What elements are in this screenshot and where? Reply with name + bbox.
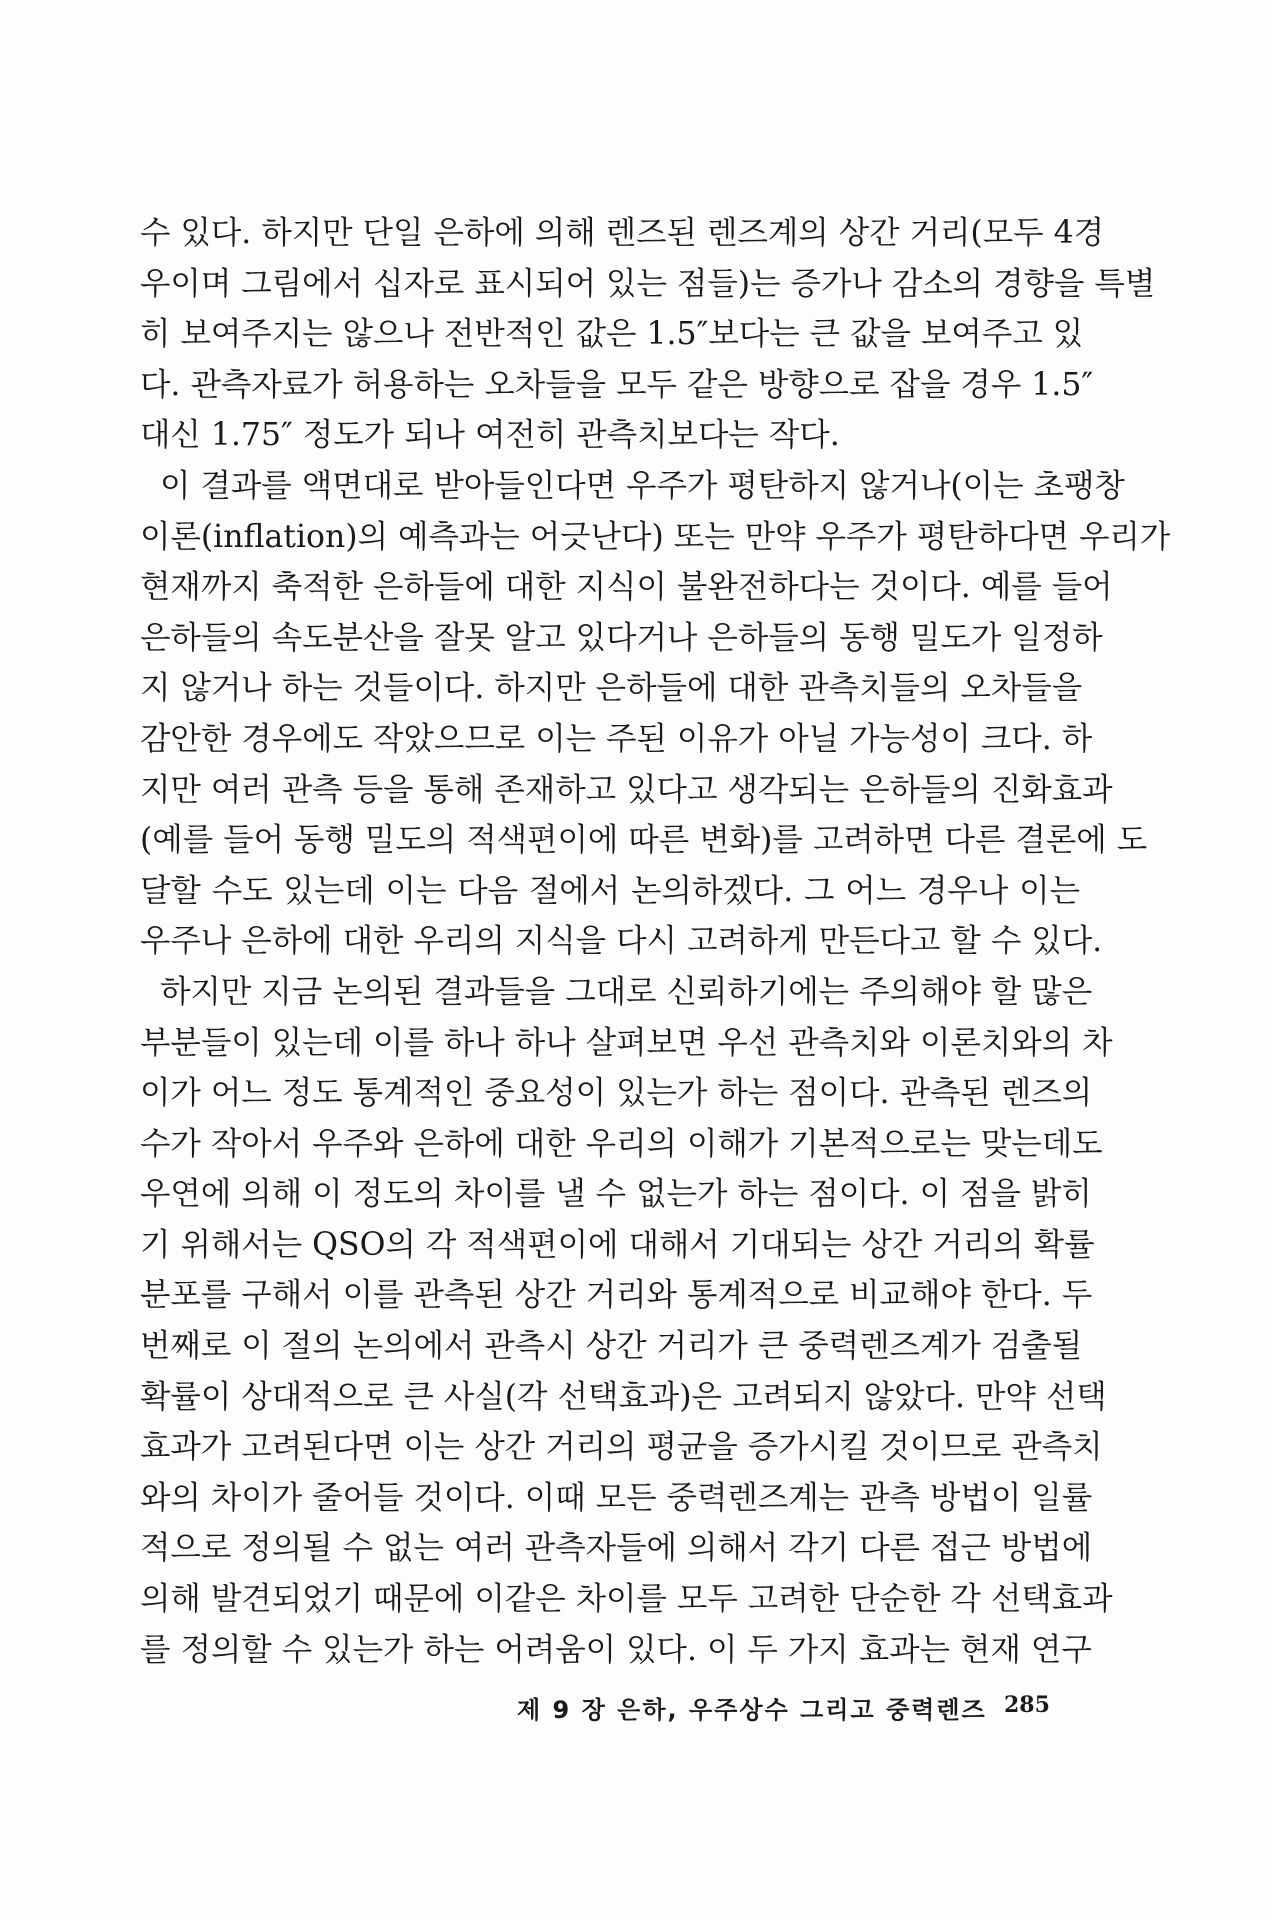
- text-line: 우주나 은하에 대한 우리의 지식을 다시 고려하게 만든다고 할 수 있다.: [140, 923, 1103, 960]
- body-text: [140, 208, 1171, 1675]
- text-line: 적으로 정의될 수 없는 여러 관측자들에 의해서 각기 다른 접근 방법에: [140, 1530, 1093, 1567]
- text-line: 수가 작아서 우주와 은하에 대한 우리의 이해가 기본적으로는 맞는데도: [140, 1125, 1103, 1162]
- text-line: 감안한 경우에도 작았으므로 이는 주된 이유가 아닐 가능성이 크다. 하: [140, 720, 1093, 757]
- text-line: 이 결과를 액면대로 받아들인다면 우주가 평탄하지 않거나(이는 초팽창: [160, 467, 1125, 504]
- page-number: 285: [1004, 1692, 1050, 1718]
- text-line: 우연에 의해 이 정도의 차이를 낼 수 없는가 하는 점이다. 이 점을 밝히: [140, 1176, 1092, 1213]
- text-line: 이론(inflation)의 예측과는 어긋난다) 또는 만약 우주가 평탄하다면 우리가: [140, 518, 1171, 555]
- text-line: 현재까지 축적한 은하들에 대한 지식이 불완전하다는 것이다. 예를 들어: [140, 569, 1113, 606]
- text-line: 은하들의 속도분산을 잘못 알고 있다거나 은하들의 동행 밀도가 일정하: [140, 619, 1103, 656]
- text-line: 대신 1.75″ 정도가 되나 여전히 관측치보다는 작다.: [140, 417, 840, 454]
- text-line: 를 정의할 수 있는가 하는 어려움이 있다. 이 두 가지 효과는 현재 연구: [140, 1631, 1092, 1668]
- text-line: 달할 수도 있는데 이는 다음 절에서 논의하겠다. 그 어느 경우나 이는: [140, 872, 1080, 909]
- text-line: 우이며 그림에서 십자로 표시되어 있는 점들)는 증가나 감소의 경향을 특별: [140, 265, 1156, 302]
- text-line: 와의 차이가 줄어들 것이다. 이때 모든 중력렌즈계는 관측 방법이 일률: [140, 1479, 1093, 1516]
- text-line: 지만 여러 관측 등을 통해 존재하고 있다고 생각되는 은하들의 진화효과: [140, 771, 1113, 808]
- text-line: 기 위해서는 QSO의 각 적색편이에 대해서 기대되는 상간 거리의 확률: [140, 1226, 1095, 1263]
- text-line: (예를 들어 동행 밀도의 적색편이에 따른 변화)를 고려하면 다른 결론에 도: [140, 822, 1148, 859]
- text-line: 효과가 고려된다면 이는 상간 거리의 평균을 증가시킬 것이므로 관측치: [140, 1429, 1103, 1466]
- text-line: 번째로 이 절의 논의에서 관측시 상간 거리가 큰 중력렌즈계가 검출될: [140, 1328, 1083, 1365]
- text-line: 하지만 지금 논의된 결과들을 그대로 신뢰하기에는 주의해야 할 많은: [160, 973, 1093, 1010]
- text-line: 확률이 상대적으로 큰 사실(각 선택효과)은 고려되지 않았다. 만약 선택: [140, 1378, 1107, 1415]
- text-line: 지 않거나 하는 것들이다. 하지만 은하들에 대한 관측치들의 오차들을: [140, 670, 1083, 707]
- text-line: 수 있다. 하지만 단일 은하에 의해 렌즈된 렌즈계의 상간 거리(모두 4경: [140, 215, 1105, 251]
- running-footer-chapter-title: 제 9 장 은하, 우주상수 그리고 중력렌즈: [517, 1696, 987, 1724]
- text-line: 의해 발견되었기 때문에 이같은 차이를 모두 고려한 단순한 각 선택효과: [140, 1581, 1113, 1618]
- text-line: 히 보여주지는 않으나 전반적인 값은 1.5″보다는 큰 값을 보여주고 있: [140, 316, 1084, 353]
- page-footer: [0, 1690, 1272, 1730]
- text-line: 이가 어느 정도 통계적인 중요성이 있는가 하는 점이다. 관측된 렌즈의: [140, 1075, 1093, 1112]
- text-line: 분포를 구해서 이를 관측된 상간 거리와 통계적으로 비교해야 한다. 두: [140, 1277, 1093, 1314]
- text-line: 다. 관측자료가 허용하는 오차들을 모두 같은 방향으로 잡을 경우 1.5″: [140, 366, 1094, 403]
- text-line: 부분들이 있는데 이를 하나 하나 살펴보면 우선 관측치와 이론치와의 차: [140, 1024, 1113, 1061]
